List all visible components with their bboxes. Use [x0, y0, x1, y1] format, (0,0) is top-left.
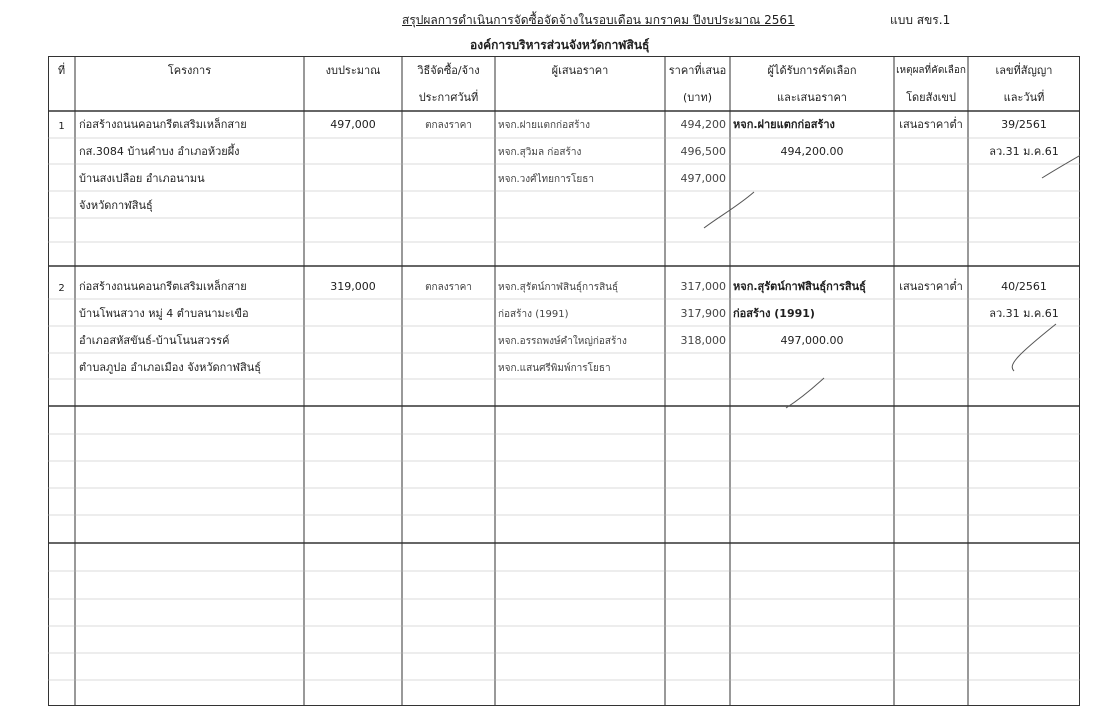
bidder-name: หจก.สุวิมล ก่อสร้าง	[498, 147, 582, 158]
check-mark	[1012, 324, 1056, 371]
bidder-name: หจก.วงศ์ไทยการโยธา	[498, 174, 595, 185]
bidder-name: หจก.สุรัตน์กาฬสินธุ์การสินธุ์	[498, 282, 619, 293]
form-code: แบบ สขร.1	[890, 13, 951, 27]
selection-reason: เสนอราคาต่ำ	[899, 280, 963, 293]
winner-name: หจก.สุรัตน์กาฬสินธุ์การสินธุ์	[733, 280, 866, 293]
selection-reason: เสนอราคาต่ำ	[899, 118, 963, 131]
project-line: จังหวัดกาฬสินธุ์	[79, 199, 153, 212]
column-header-project: โครงการ	[167, 64, 212, 77]
column-header-price-sub: (บาท)	[683, 91, 712, 104]
check-mark	[704, 192, 754, 228]
bidder-name: หจก.ฝายแตกก่อสร้าง	[498, 120, 591, 131]
column-header-contract: เลขที่สัญญา	[995, 64, 1053, 77]
contract-date: ลว.31 ม.ค.61	[989, 145, 1059, 158]
winner-name: หจก.ฝายแตกก่อสร้าง	[733, 118, 835, 131]
column-header-budget: งบประมาณ	[325, 64, 381, 77]
project-line: ก่อสร้างถนนคอนกรีตเสริมเหล็กสาย	[79, 118, 247, 131]
winner-price: 497,000.00	[780, 334, 844, 347]
bid-price: 494,200	[680, 118, 726, 131]
column-header-method-sub: ประกาศวันที่	[418, 91, 479, 104]
handwritten-marks	[48, 56, 1080, 706]
method-value: ตกลงราคา	[425, 120, 472, 131]
winner-name-cont: ก่อสร้าง (1991)	[733, 307, 815, 320]
contract-date: ลว.31 ม.ค.61	[989, 307, 1059, 320]
method-value: ตกลงราคา	[425, 282, 472, 293]
winner-price: 494,200.00	[780, 145, 844, 158]
bid-price: 317,000	[680, 280, 726, 293]
column-header-reason-sub: โดยสังเขป	[906, 91, 956, 104]
check-mark	[786, 378, 824, 408]
project-line: อำเภอสหัสขันธ์-บ้านโนนสวรรค์	[79, 334, 230, 347]
bid-price: 497,000	[680, 172, 726, 185]
project-line: ก่อสร้างถนนคอนกรีตเสริมเหล็กสาย	[79, 280, 247, 293]
procurement-table	[48, 56, 1080, 706]
organization-name: องค์การบริหารส่วนจังหวัดกาฬสินธุ์	[470, 38, 650, 52]
project-line: กส.3084 บ้านคำบง อำเภอห้วยผึ้ง	[79, 145, 240, 158]
budget-value: 319,000	[330, 280, 376, 293]
bidder-name: หจก.อรรถพงษ์คำใหญ่ก่อสร้าง	[498, 336, 627, 347]
document-title: สรุปผลการดำเนินการจัดซื้อจัดจ้างในรอบเดือน มกราคม ปีงบประมาณ 2561	[402, 13, 795, 27]
column-header-method: วิธีจัดซื้อ/จ้าง	[417, 64, 480, 77]
bidder-name: ก่อสร้าง (1991)	[498, 309, 569, 320]
bid-price: 317,900	[680, 307, 726, 320]
row-number: 2	[58, 283, 65, 294]
contract-number: 39/2561	[1001, 118, 1047, 131]
column-header-price: ราคาที่เสนอ	[668, 64, 727, 77]
project-line: ตำบลภูปอ อำเภอเมือง จังหวัดกาฬสินธุ์	[79, 361, 261, 374]
bid-price: 318,000	[680, 334, 726, 347]
project-line: บ้านโพนสวาง หมู่ 4 ตำบลนามะเขือ	[79, 307, 249, 320]
row-number: 1	[58, 121, 65, 132]
column-header-winner: ผู้ได้รับการคัดเลือก	[767, 64, 857, 77]
bid-price: 496,500	[680, 145, 726, 158]
column-header-no: ที่	[57, 64, 66, 77]
column-header-contract-sub: และวันที่	[1003, 91, 1045, 104]
bidder-name: หจก.แสนศรีพิมพ์การโยธา	[498, 363, 611, 374]
column-header-bidders: ผู้เสนอราคา	[551, 64, 609, 77]
column-header-reason: เหตุผลที่คัดเลือก	[896, 65, 966, 76]
check-mark	[1042, 152, 1080, 178]
budget-value: 497,000	[330, 118, 376, 131]
contract-number: 40/2561	[1001, 280, 1047, 293]
project-line: บ้านสงเปลือย อำเภอนามน	[79, 172, 205, 185]
column-header-winner-sub: และเสนอราคา	[777, 91, 847, 104]
